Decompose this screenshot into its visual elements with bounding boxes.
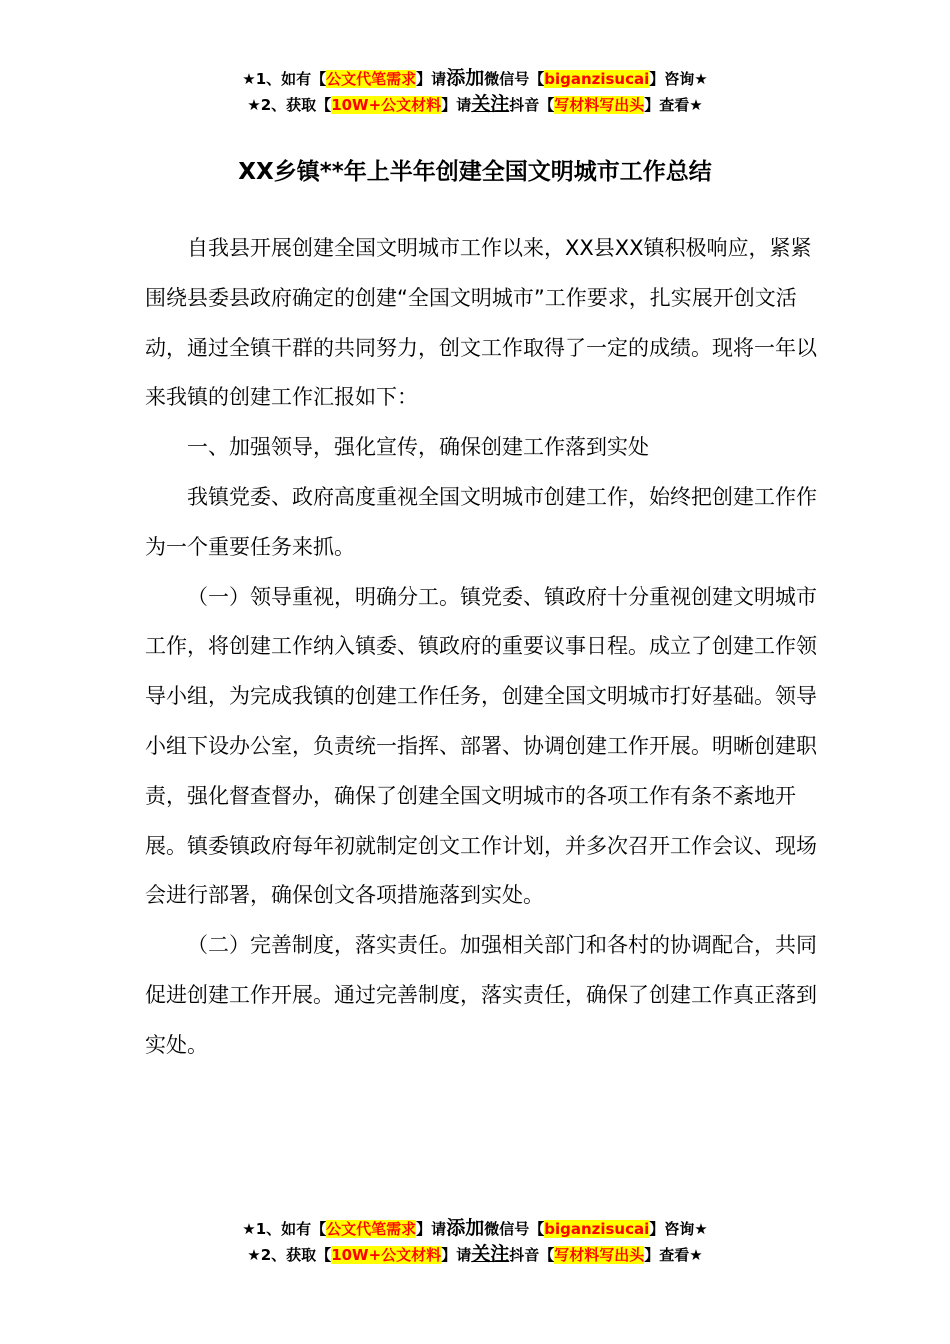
banner-emphasis: 添加 — [446, 67, 485, 89]
banner-text: 】查看★ — [644, 1246, 703, 1264]
banner-emphasis: 关注 — [471, 93, 510, 115]
banner-text: 微信号【 — [484, 1220, 545, 1238]
document-body — [145, 224, 830, 1071]
paragraph-intro: 自我县开展创建全国文明城市工作以来，XX县XX镇积极响应，紧紧围绕县委县政府确定的创建“全国文明城市”工作要求，扎实展开创文活动，通过全镇干群的共同努力，创文工作取得了一定的成绩。现将一年以来我镇的创建工作汇报如下： — [145, 236, 817, 410]
banner-line-1 — [0, 1216, 950, 1242]
banner-douyin-id: 写材料写出头 — [554, 96, 645, 114]
banner-text: 】请 — [441, 1246, 472, 1264]
banner-text: ★2、获取【 — [247, 1246, 332, 1264]
banner-text: 】咨询★ — [649, 1220, 708, 1238]
banner-text: 微信号【 — [484, 70, 545, 88]
banner-highlight: 公文代笔需求 — [326, 70, 417, 88]
header-banner — [0, 66, 950, 118]
banner-text: 】咨询★ — [649, 70, 708, 88]
banner-text: 抖音【 — [509, 96, 555, 114]
banner-text: 】查看★ — [644, 96, 703, 114]
document-title: XX乡镇**年上半年创建全国文明城市工作总结 — [238, 159, 712, 185]
banner-wechat-id: biganzisucai — [544, 1220, 650, 1238]
paragraph-section-1: 我镇党委、政府高度重视全国文明城市创建工作，始终把创建工作作为一个重要任务来抓。 — [145, 484, 817, 559]
banner-text: ★1、如有【 — [242, 1220, 327, 1238]
banner-text: 抖音【 — [509, 1246, 555, 1264]
banner-text: 】请 — [416, 70, 447, 88]
banner-emphasis: 关注 — [471, 1243, 510, 1265]
banner-text: ★2、获取【 — [247, 96, 332, 114]
banner-highlight: 公文代笔需求 — [326, 1220, 417, 1238]
banner-emphasis: 添加 — [446, 1217, 485, 1239]
paragraph-item-2: （二）完善制度，落实责任。加强相关部门和各村的协调配合，共同促进创建工作开展。通过完善制度，落实责任，确保了创建工作真正落到实处。 — [145, 933, 817, 1057]
banner-line-2 — [0, 92, 950, 118]
banner-text: 】请 — [441, 96, 472, 114]
banner-highlight: 10W+公文材料 — [331, 1246, 442, 1264]
banner-highlight: 10W+公文材料 — [331, 96, 442, 114]
paragraph-item-1: （一）领导重视，明确分工。镇党委、镇政府十分重视创建文明城市工作，将创建工作纳入镇委、镇政府的重要议事日程。成立了创建工作领导小组，为完成我镇的创建工作任务，创建全国文明城市打好基础。领导小组下设办公室，负责统一指挥、部署、协调创建工作开展。明晰创建职责，强化督查督办，确保了创建全国文明城市的各项工作有条不紊地开展。镇委镇政府每年初就制定创文工作计划，并多次召开工作会议、现场会进行部署，确保创文各项措施落到实处。 — [145, 584, 817, 908]
section-heading-1: 一、加强领导，强化宣传，确保创建工作落到实处 — [187, 435, 649, 460]
banner-text: 】请 — [416, 1220, 447, 1238]
banner-wechat-id: biganzisucai — [544, 70, 650, 88]
footer-banner — [0, 1216, 950, 1268]
banner-text: ★1、如有【 — [242, 70, 327, 88]
banner-line-1 — [0, 66, 950, 92]
banner-line-2 — [0, 1242, 950, 1268]
banner-douyin-id: 写材料写出头 — [554, 1246, 645, 1264]
